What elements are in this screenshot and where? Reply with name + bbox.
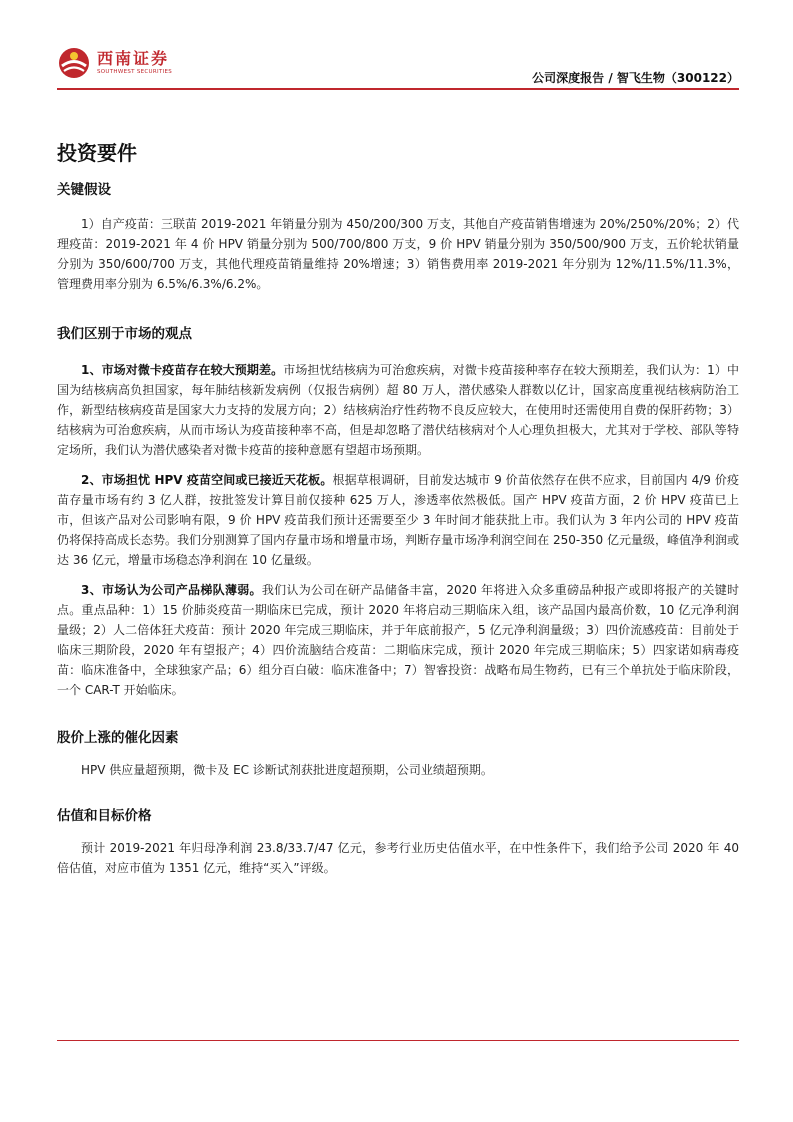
differ-point-2-lead: 2、市场担忧 HPV 疫苗空间或已接近天花板。 (81, 473, 333, 487)
report-body (57, 138, 739, 878)
differ-point-3-text: 我们认为公司在研产品储备丰富，2020 年将进入众多重磅品种报产或即将报产的关键时点。重点品种：1）15 价肺炎疫苗一期临床已完成，预计 2020 年将启动三期临床入组，该产品国内最高价数，10 亿元净利润量级；2）人二倍体狂犬疫苗：预计 2020 年完成三期临床，并于年底前报产，5 亿元净利润量级；3）四价流感疫苗：目前处于临床三期阶段，2020 年有望报产；4）四价流脑结合疫苗：二期临床完成，预计 2020 年完成三期临床；5）四家诺如病毒疫苗：临床准备中，全球独家产品；6）组分百白破：临床准备中；7）智睿投资：战略布局生物药，已有三个单抗处于临床阶段，一个 CAR-T 开始临床。 (57, 583, 740, 697)
differ-paragraph-2 (57, 470, 739, 570)
differ-point-1-text: 市场担忧结核病为可治愈疾病，对微卡疫苗接种率存在较大预期差，我们认为：1）中国为结核病高负担国家，每年肺结核新发病例（仅报告病例）超 80 万人，潜伏感染人群数以亿计，国家高度重视结核病防治工作，新型结核病疫苗是国家大力支持的发展方向；2）结核病治疗性药物不良反应较大，在使用时还需使用自费的保肝药物；3）结核病为可治愈疾病，从而市场认为疫苗接种率不高，但是却忽略了潜伏结核病对个人心理负担极大，尤其对于学校、部队等特定场所，我们认为潜伏感染者对微卡疫苗的接种意愿有望超市场预期。 (57, 363, 739, 457)
logo-chinese-name: 西南证券 (97, 49, 170, 68)
swsc-logo-icon (57, 46, 91, 80)
differ-paragraph-1 (57, 360, 739, 460)
differ-point-2-text: 根据草根调研，目前发达城市 9 价苗依然存在供不应求，目前国内 4/9 价疫苗存量市场有约 3 亿人群，按批签发计算目前仅接种 625 万人，渗透率依然极低。国产 HPV 疫苗方面，2 价 HPV 疫苗已上市，但该产品对公司影响有限，9 价 HPV 疫苗我们预计还需要至少 3 年时间才能获批上市。我们认为 3 年内公司的 HPV 疫苗仍将保持高成长态势。我们分别测算了国内存量市场和增量市场，判断存量市场净利润空间在 250-350 亿元量级，峰值净利润或达 36 亿元，增量市场稳态净利润在 10 亿量级。 (57, 473, 739, 567)
assumptions-paragraph: 1）自产疫苗：三联苗 2019-2021 年销量分别为 450/200/300 万支，其他自产疫苗销售增速为 20%/250%/20%；2）代理疫苗：2019-2021 年 4 价 HPV 销量分别为 500/700/800 万支，9 价 HPV 销量分别为 350/500/900 万支，五价轮状销量分别为 350/600/700 万支，其他代理疫苗销量维持 20%增速；3）销售费用率 2019-2021 年分别为 12%/11.5%/11.3%，管理费用率分别为 6.5%/6.3%/6.2%。 (57, 217, 739, 291)
differ-point-3-lead: 3、市场认为公司产品梯队薄弱。 (81, 583, 262, 597)
section-heading-catalyst: 股价上涨的催化因素 (57, 730, 179, 746)
report-header-title: 公司深度报告 / 智飞生物（300122） (532, 71, 739, 85)
catalyst-paragraph: HPV 供应量超预期，微卡及 EC 诊断试剂获批进度超预期，公司业绩超预期。 (81, 763, 493, 777)
differ-point-1-lead: 1、市场对微卡疫苗存在较大预期差。 (81, 363, 284, 377)
header-divider (57, 88, 739, 90)
page-header (57, 42, 739, 90)
logo-english-name: SOUTHWEST SECURITIES (97, 69, 173, 75)
company-logo (57, 46, 172, 80)
section-heading-valuation: 估值和目标价格 (57, 808, 152, 824)
section-heading-differ: 我们区别于市场的观点 (57, 326, 192, 342)
footer-divider (57, 1040, 739, 1041)
differ-paragraph-3 (57, 580, 739, 700)
page-title: 投资要件 (57, 141, 137, 165)
section-heading-assumptions: 关键假设 (57, 182, 111, 198)
valuation-paragraph: 预计 2019-2021 年归母净利润 23.8/33.7/47 亿元，参考行业历史估值水平，在中性条件下，我们给予公司 2020 年 40 倍估值，对应市值为 1351 亿元，维持“买入”评级。 (57, 841, 739, 875)
